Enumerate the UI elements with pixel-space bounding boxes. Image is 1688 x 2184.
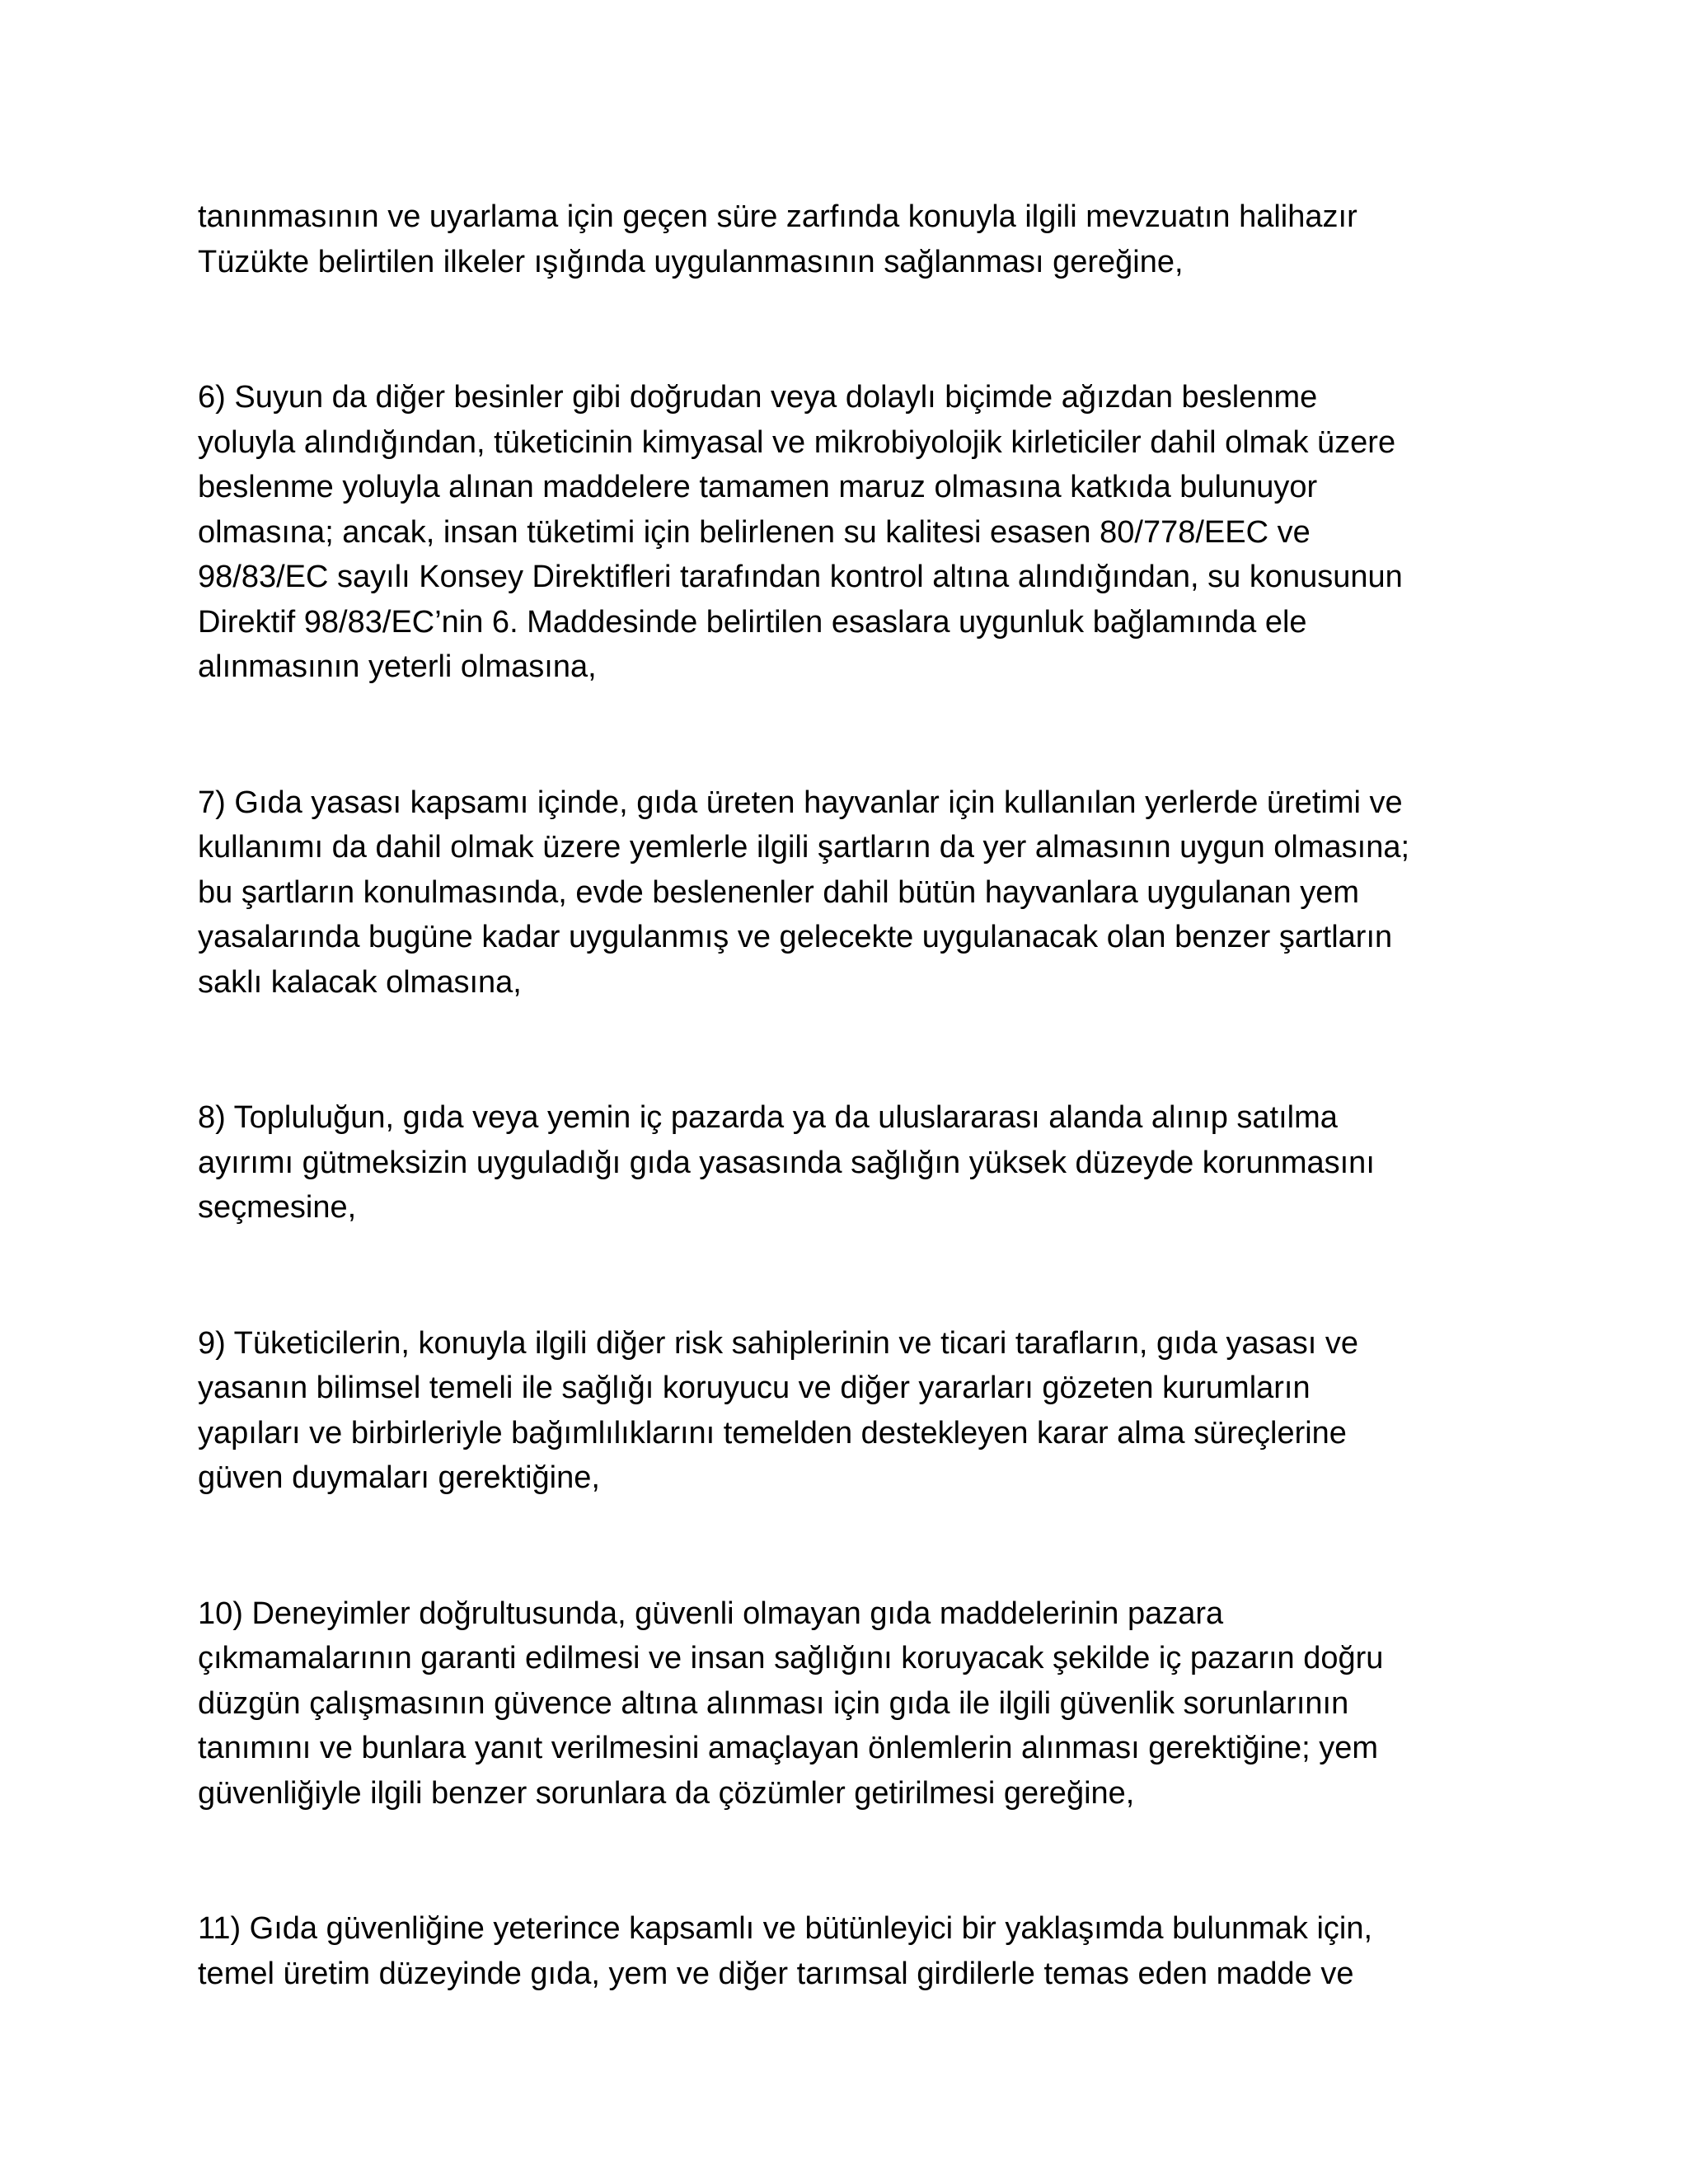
text-line: Direktif 98/83/EC’nin 6. Maddesinde belirtilen esaslara uygunluk bağlamında ele bbox=[198, 604, 1307, 640]
text-line: güvenliğiyle ilgili benzer sorunlara da çözümler getirilmesi gereğine, bbox=[198, 1775, 1135, 1811]
text-line: saklı kalacak olmasına, bbox=[198, 964, 522, 1000]
text-line: yoluyla alındığından, tüketicinin kimyasal ve mikrobiyolojik kirleticiler dahil olmak üzere bbox=[198, 424, 1396, 460]
text-line: 98/83/EC sayılı Konsey Direktifleri tarafından kontrol altına alındığından, su konusunun bbox=[198, 560, 1403, 594]
text-line: yasanın bilimsel temeli ile sağlığı koruyucu ve diğer yararları gözeten kurumların bbox=[198, 1371, 1311, 1405]
text-line: 11) Gıda güvenliğine yeterince kapsamlı ve bütünleyici bir yaklaşımda bulunmak için, bbox=[198, 1911, 1373, 1946]
text-line: seçmesine, bbox=[198, 1190, 357, 1225]
text-line: beslenme yoluyla alınan maddelere tamamen maruz olmasına katkıda bulunuyor bbox=[198, 470, 1318, 504]
text-line: alınmasının yeterli olmasına, bbox=[198, 649, 597, 684]
text-line: 7) Gıda yasası kapsamı içinde, gıda üreten hayvanlar için kullanılan yerlerde üretimi ve bbox=[198, 785, 1403, 820]
text-line: bu şartların konulmasında, evde beslenenler dahil bütün hayvanlara uygulanan yem bbox=[198, 874, 1360, 910]
paragraph-10 bbox=[198, 1591, 1517, 1816]
text-line: 9) Tüketicilerin, konuyla ilgili diğer risk sahiplerinin ve ticari tarafların, gıda yasası ve bbox=[198, 1325, 1359, 1361]
text-line: olmasına; ancak, insan tüketimi için belirlenen su kalitesi esasen 80/778/EEC ve bbox=[198, 514, 1311, 550]
paragraph-9 bbox=[198, 1321, 1517, 1501]
paragraph-11 bbox=[198, 1906, 1517, 1996]
text-line: yapıları ve birbirleriyle bağımlılıklarını temelden destekleyen karar alma süreçlerine bbox=[198, 1415, 1347, 1451]
text-line: düzgün çalışmasının güvence altına alınması için gıda ile ilgili güvenlik sorunlarının bbox=[198, 1685, 1349, 1721]
text-line: güven duymaları gerektiğine, bbox=[198, 1460, 600, 1495]
text-line: kullanımı da dahil olmak üzere yemlerle ilgili şartların da yer almasının uygun olmasına; bbox=[198, 830, 1410, 865]
text-line: çıkmamalarının garanti edilmesi ve insan sağlığını koruyacak şekilde iç pazarın doğru bbox=[198, 1641, 1384, 1675]
text-line: 8) Topluluğun, gıda veya yemin iç pazarda ya da uluslararası alanda alınıp satılma bbox=[198, 1100, 1338, 1135]
text-line: ayırımı gütmeksizin uyguladığı gıda yasasında sağlığın yüksek düzeyde korunmasını bbox=[198, 1145, 1375, 1180]
text-line: Tüzükte belirtilen ilkeler ışığında uygulanmasının sağlanması gereğine, bbox=[198, 244, 1184, 279]
text-line: 6) Suyun da diğer besinler gibi doğrudan veya dolaylı biçimde ağızdan beslenme bbox=[198, 380, 1318, 415]
text-line: tanınmasının ve uyarlama için geçen süre zarfında konuyla ilgili mevzuatın halihazır bbox=[198, 199, 1357, 234]
paragraph-continuation bbox=[198, 194, 1517, 284]
text-line: 10) Deneyimler doğrultusunda, güvenli olmayan gıda maddelerinin pazara bbox=[198, 1596, 1224, 1631]
document-body bbox=[198, 194, 1517, 1996]
text-line: tanımını ve bunlara yanıt verilmesini amaçlayan önlemlerin alınması gerektiğine; yem bbox=[198, 1731, 1378, 1765]
paragraph-8 bbox=[198, 1095, 1517, 1230]
text-line: temel üretim düzeyinde gıda, yem ve diğer tarımsal girdilerle temas eden madde ve bbox=[198, 1956, 1354, 1991]
paragraph-6 bbox=[198, 375, 1517, 690]
text-line: yasalarında bugüne kadar uygulanmış ve gelecekte uygulanacak olan benzer şartların bbox=[198, 920, 1393, 954]
paragraph-7 bbox=[198, 780, 1517, 1005]
